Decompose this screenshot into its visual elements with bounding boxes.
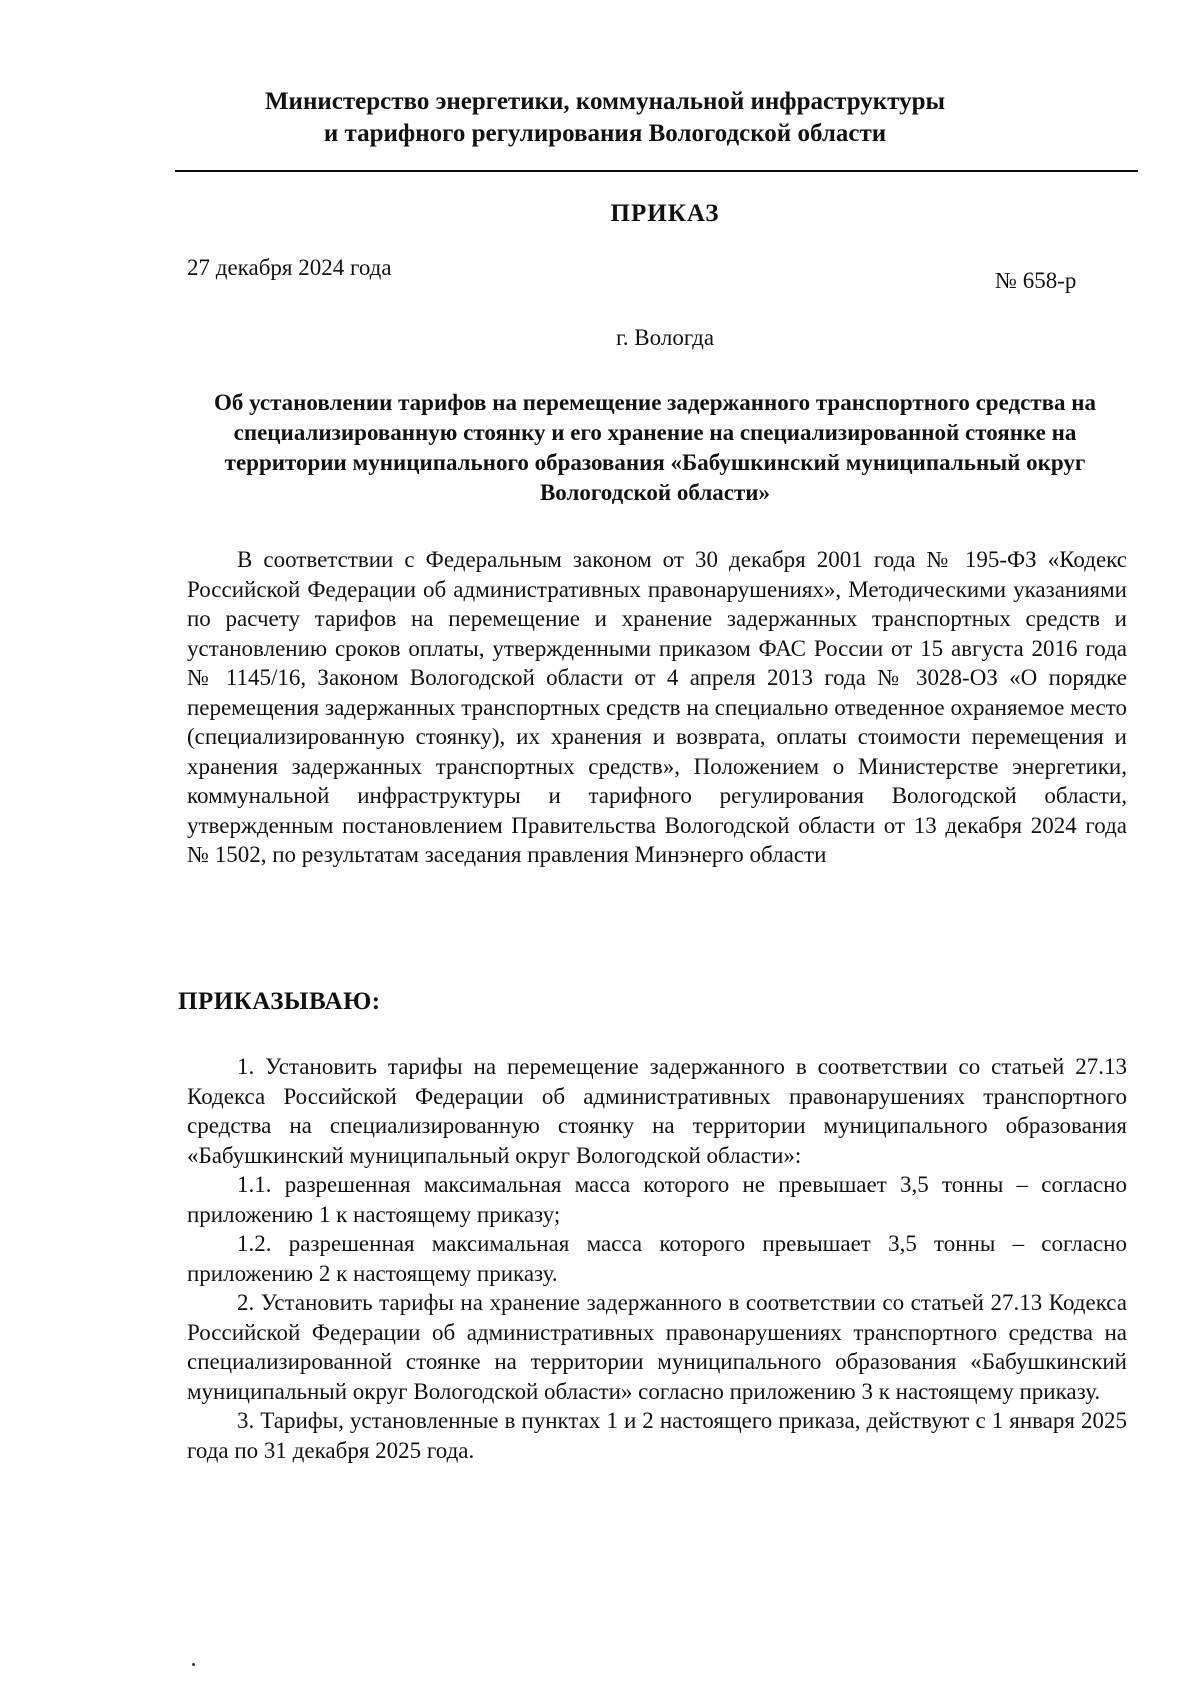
document-city: г. Вологда <box>615 325 715 350</box>
order-clauses <box>187 1052 1127 1465</box>
document-type: ПРИКАЗ <box>610 200 720 227</box>
clause-1: 1. Установить тарифы на перемещение задержанного в соответствии со статьей 27.13 Кодекса Российской Федерации об административных правонарушениях транспортного средства на специализированную стоянку на территории муниципального образования «Бабушкинский муниципальный округ Вологодской области»: <box>187 1054 1127 1168</box>
ministry-header <box>175 86 1035 150</box>
clause-3: 3. Тарифы, установленные в пунктах 1 и 2 настоящего приказа, действуют с 1 января 2025 года по 31 декабря 2025 года. <box>187 1408 1127 1463</box>
scan-dot-mark <box>192 1663 195 1666</box>
ministry-header-line-2: и тарифного регулирования Вологодской области <box>323 120 887 147</box>
clause-1-2: 1.2. разрешенная максимальная масса которого превышает 3,5 тонны – согласно приложению 2 к настоящему приказу. <box>187 1231 1127 1286</box>
document-date: 27 декабря 2024 года <box>187 255 392 280</box>
document-title: Об установлении тарифов на перемещение задержанного транспортного средства на специализированную стоянку и его хранение на специализированной стоянке на территории муниципального образования «Бабушкинский муниципальный округ Вологодской области» <box>213 390 1097 505</box>
clause-1-1: 1.1. разрешенная максимальная масса которого не превышает 3,5 тонны – согласно приложению 1 к настоящему приказу; <box>187 1172 1127 1227</box>
document-number: № 658-р <box>995 268 1077 293</box>
header-rule <box>175 170 1138 172</box>
ministry-header-line-1: Министерство энергетики, коммунальной инфраструктуры <box>264 88 946 115</box>
clause-2: 2. Установить тарифы на хранение задержанного в соответствии со статьей 27.13 Кодекса Российской Федерации об административных правонарушениях транспортного средства на специализированной стоянке на территории муниципального образования «Бабушкинский муниципальный округ Вологодской области» согласно приложению 3 к настоящему приказу. <box>187 1290 1127 1404</box>
order-word: ПРИКАЗЫВАЮ: <box>178 988 381 1015</box>
preamble-paragraph: В соответствии с Федеральным законом от 30 декабря 2001 года № 195-ФЗ «Кодекс Российской Федерации об административных правонарушениях», Методическими указаниями по расчету тарифов на перемещение и хранение задержанных транспортных средств и установлению сроков оплаты, утвержденными приказом ФАС России от 15 августа 2016 года № 1145/16, Законом Вологодской области от 4 апреля 2013 года № 3028-ОЗ «О порядке перемещения задержанных транспортных средств на специально отведенное охраняемое место (специализированную стоянку), их хранения и возврата, оплаты стоимости перемещения и хранения задержанных транспортных средств», Положением о Министерстве энергетики, коммунальной инфраструктуры и тарифного регулирования Вологодской области, утвержденным постановлением Правительства Вологодской области от 13 декабря 2024 года № 1502, по результатам заседания правления Минэнерго области <box>187 547 1127 867</box>
